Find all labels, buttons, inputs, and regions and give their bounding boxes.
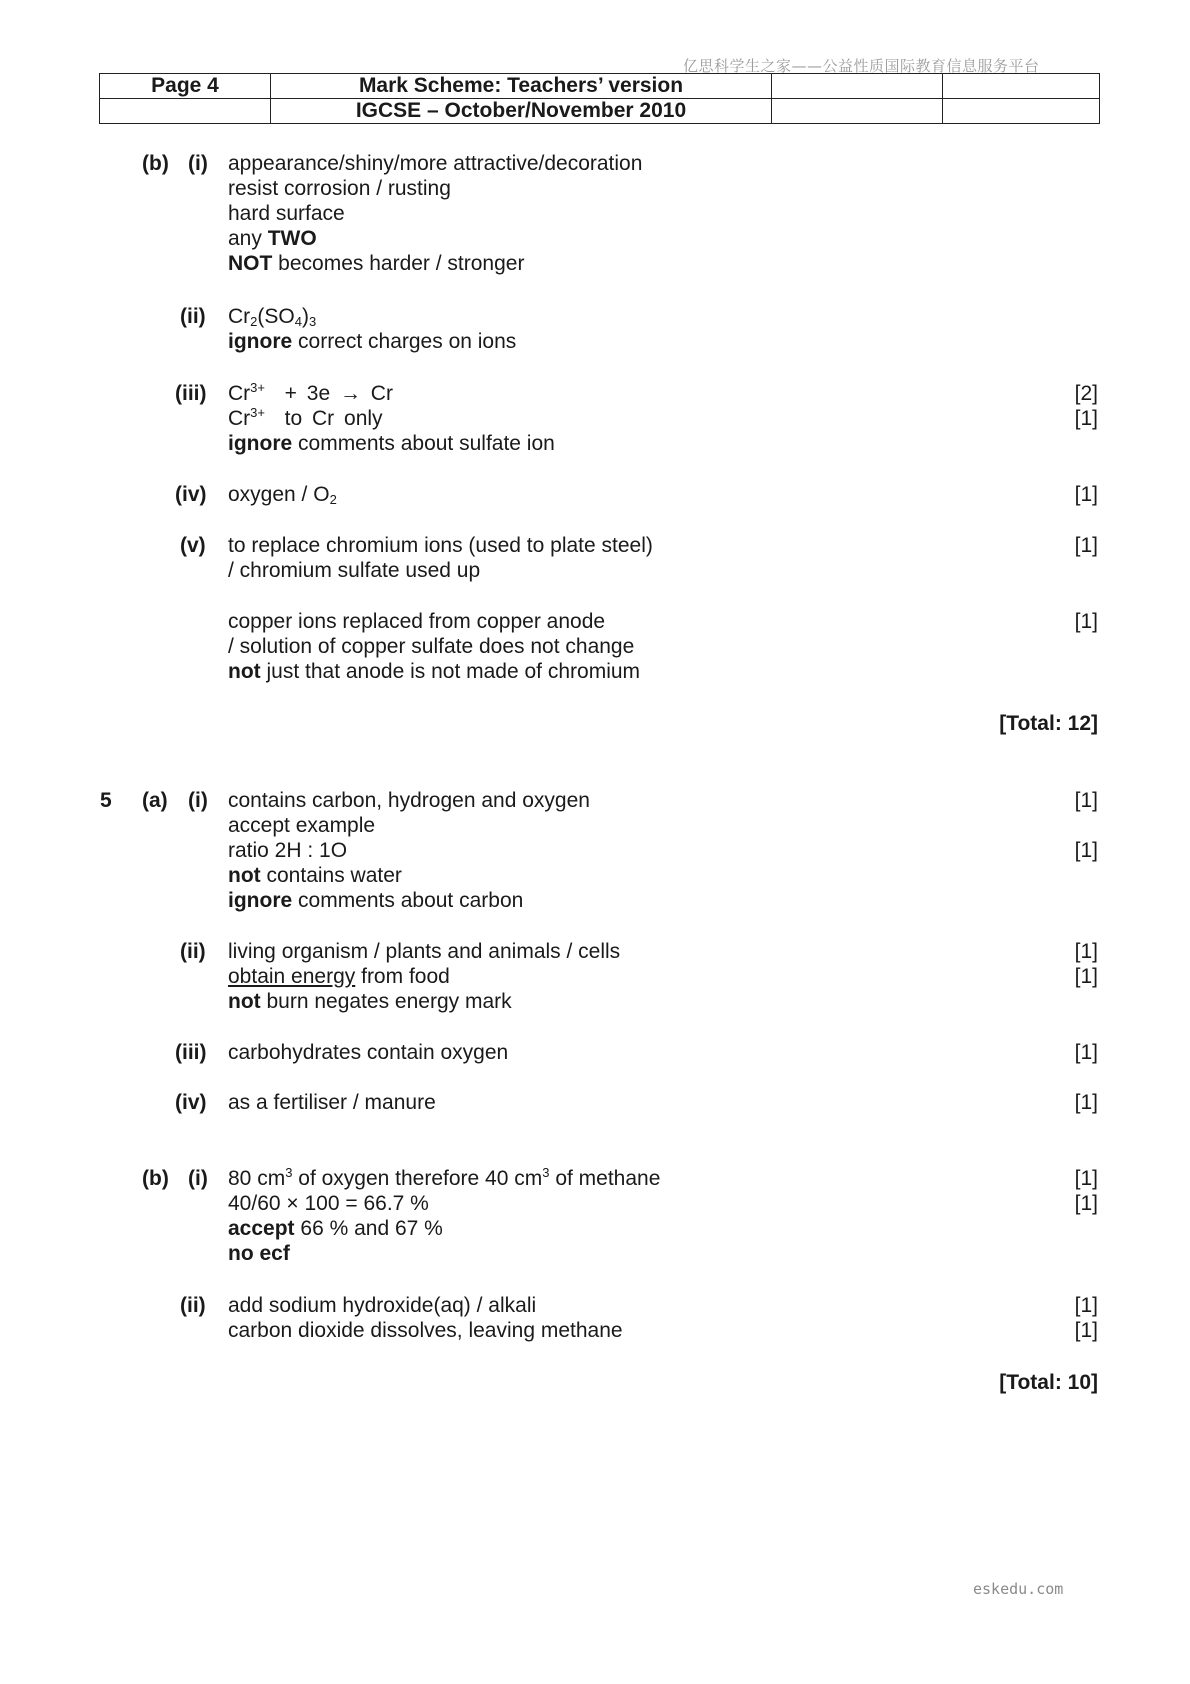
watermark-bottom: eskedu.com <box>973 1580 1064 1598</box>
answer-text: of oxygen therefore 40 cm <box>298 1167 543 1190</box>
formula-part: ) <box>301 305 309 328</box>
answer-text: correct charges on ions <box>298 330 517 353</box>
answer-text: of methane <box>555 1167 661 1190</box>
header-cell-empty <box>772 99 943 124</box>
subpart-label-v: (v) <box>180 534 206 557</box>
keyword-bold: not <box>228 660 261 683</box>
answer-line: 40/60 × 100 = 66.7 % <box>228 1192 429 1215</box>
keyword-bold: accept <box>228 1217 295 1240</box>
question-total: [Total: 10] <box>999 1371 1098 1394</box>
keyword-bold: not <box>228 990 261 1013</box>
mark-allocation: [1] <box>1074 1041 1098 1064</box>
answer-text: comments about carbon <box>298 889 524 912</box>
formula-subscript: 3 <box>308 314 317 329</box>
subpart-label-iii: (iii) <box>175 382 207 405</box>
part-label-b: (b) <box>142 1167 169 1190</box>
answer-line: hard surface <box>228 202 345 225</box>
header-cell-empty <box>943 74 1100 99</box>
charge-superscript: 3+ <box>250 380 265 395</box>
answer-text: any <box>228 227 262 250</box>
answer-line: as a fertiliser / manure <box>228 1091 436 1114</box>
answer-line <box>228 482 337 507</box>
subpart-label-ii: (ii) <box>180 305 206 328</box>
watermark-top: 亿思科学生之家——公益性质国际教育信息服务平台 <box>683 57 1040 75</box>
subpart-label-iv: (iv) <box>175 483 207 506</box>
keyword-bold: TWO <box>267 227 317 250</box>
formula-part: Cr <box>228 382 251 405</box>
header-cell-empty <box>943 99 1100 124</box>
answer-line: copper ions replaced from copper anode <box>228 610 606 633</box>
page-number: Page 4 <box>100 74 271 99</box>
answer-line <box>228 989 512 1014</box>
part-label-b: (b) <box>142 152 169 175</box>
mark-allocation: [1] <box>1074 789 1098 812</box>
answer-text: 80 cm <box>228 1167 286 1190</box>
answer-line <box>228 251 524 276</box>
answer-line <box>228 888 523 913</box>
chemical-formula <box>228 304 316 329</box>
answer-line <box>228 431 555 456</box>
mark-allocation: [1] <box>1074 534 1098 557</box>
keyword-bold: not <box>228 864 261 887</box>
answer-line <box>228 329 516 354</box>
subpart-label-i: (i) <box>188 1167 208 1190</box>
mark-allocation: [1] <box>1074 483 1098 506</box>
charge-superscript: 3+ <box>250 405 265 420</box>
answer-line: resist corrosion / rusting <box>228 177 451 200</box>
header-cell-empty <box>100 99 271 124</box>
answer-line: contains carbon, hydrogen and oxygen <box>228 789 590 812</box>
answer-line <box>228 1166 660 1191</box>
answer-line: / solution of copper sulfate does not change <box>228 635 635 658</box>
answer-text: becomes harder / stronger <box>278 252 525 275</box>
mark-allocation: [1] <box>1074 839 1098 862</box>
answer-text: from food <box>361 965 450 988</box>
answer-line: add sodium hydroxide(aq) / alkali <box>228 1294 537 1317</box>
subpart-label-iii: (iii) <box>175 1041 207 1064</box>
answer-line <box>228 226 317 251</box>
answer-line: appearance/shiny/more attractive/decoration <box>228 152 643 175</box>
mark-allocation: [1] <box>1074 1319 1098 1342</box>
answer-line: ratio 2H : 1O <box>228 839 348 862</box>
formula-part: Cr <box>228 407 251 430</box>
answer-line: carbohydrates contain oxygen <box>228 1041 509 1064</box>
mark-allocation: [2] <box>1074 382 1098 405</box>
mark-allocation: [1] <box>1074 1091 1098 1114</box>
answer-line <box>228 406 383 431</box>
part-label-a: (a) <box>142 789 168 812</box>
formula-part: to Cr only <box>284 407 383 430</box>
answer-line: no ecf <box>228 1242 290 1265</box>
subpart-label-ii: (ii) <box>180 940 206 963</box>
document-subtitle: IGCSE – October/November 2010 <box>271 99 772 124</box>
subpart-label-ii: (ii) <box>180 1294 206 1317</box>
answer-text: 66 % and 67 % <box>300 1217 443 1240</box>
answer-line: accept example <box>228 814 376 837</box>
subpart-label-iv: (iv) <box>175 1091 207 1114</box>
answer-line <box>228 964 450 989</box>
answer-text: contains water <box>266 864 402 887</box>
keyword-bold: ignore <box>228 889 293 912</box>
answer-text: comments about sulfate ion <box>298 432 555 455</box>
question-number: 5 <box>100 789 112 812</box>
mark-allocation: [1] <box>1074 407 1098 430</box>
subpart-label-i: (i) <box>188 789 208 812</box>
answer-text: burn negates energy mark <box>266 990 512 1013</box>
answer-line: / chromium sulfate used up <box>228 559 481 582</box>
mark-allocation: [1] <box>1074 1167 1098 1190</box>
unit-superscript: 3 <box>285 1165 293 1180</box>
underlined-keyword: obtain energy <box>228 965 356 988</box>
half-equation <box>228 381 393 406</box>
answer-line <box>228 1216 443 1241</box>
formula-part: (SO <box>257 305 295 328</box>
keyword-bold: ignore <box>228 330 293 353</box>
formula-part: + 3e → Cr <box>284 382 393 405</box>
mark-allocation: [1] <box>1074 610 1098 633</box>
answer-text: oxygen / O <box>228 483 330 506</box>
mark-allocation: [1] <box>1074 1192 1098 1215</box>
document-title: Mark Scheme: Teachers’ version <box>271 74 772 99</box>
mark-allocation: [1] <box>1074 1294 1098 1317</box>
answer-line: living organism / plants and animals / cells <box>228 940 621 963</box>
unit-superscript: 3 <box>542 1165 550 1180</box>
question-total: [Total: 12] <box>999 712 1098 735</box>
keyword-bold: NOT <box>228 252 273 275</box>
header-table <box>99 73 1100 124</box>
answer-line <box>228 863 402 888</box>
answer-text: just that anode is not made of chromium <box>266 660 641 683</box>
formula-part: Cr <box>228 305 251 328</box>
answer-line <box>228 659 640 684</box>
formula-subscript: 4 <box>294 314 302 329</box>
answer-line: carbon dioxide dissolves, leaving methane <box>228 1319 623 1342</box>
formula-subscript: 2 <box>250 314 258 329</box>
keyword-bold: ignore <box>228 432 293 455</box>
mark-allocation: [1] <box>1074 965 1098 988</box>
header-cell-empty <box>772 74 943 99</box>
answer-line: to replace chromium ions (used to plate steel) <box>228 534 653 557</box>
subpart-label-i: (i) <box>188 152 208 175</box>
formula-subscript: 2 <box>329 492 337 507</box>
mark-allocation: [1] <box>1074 940 1098 963</box>
